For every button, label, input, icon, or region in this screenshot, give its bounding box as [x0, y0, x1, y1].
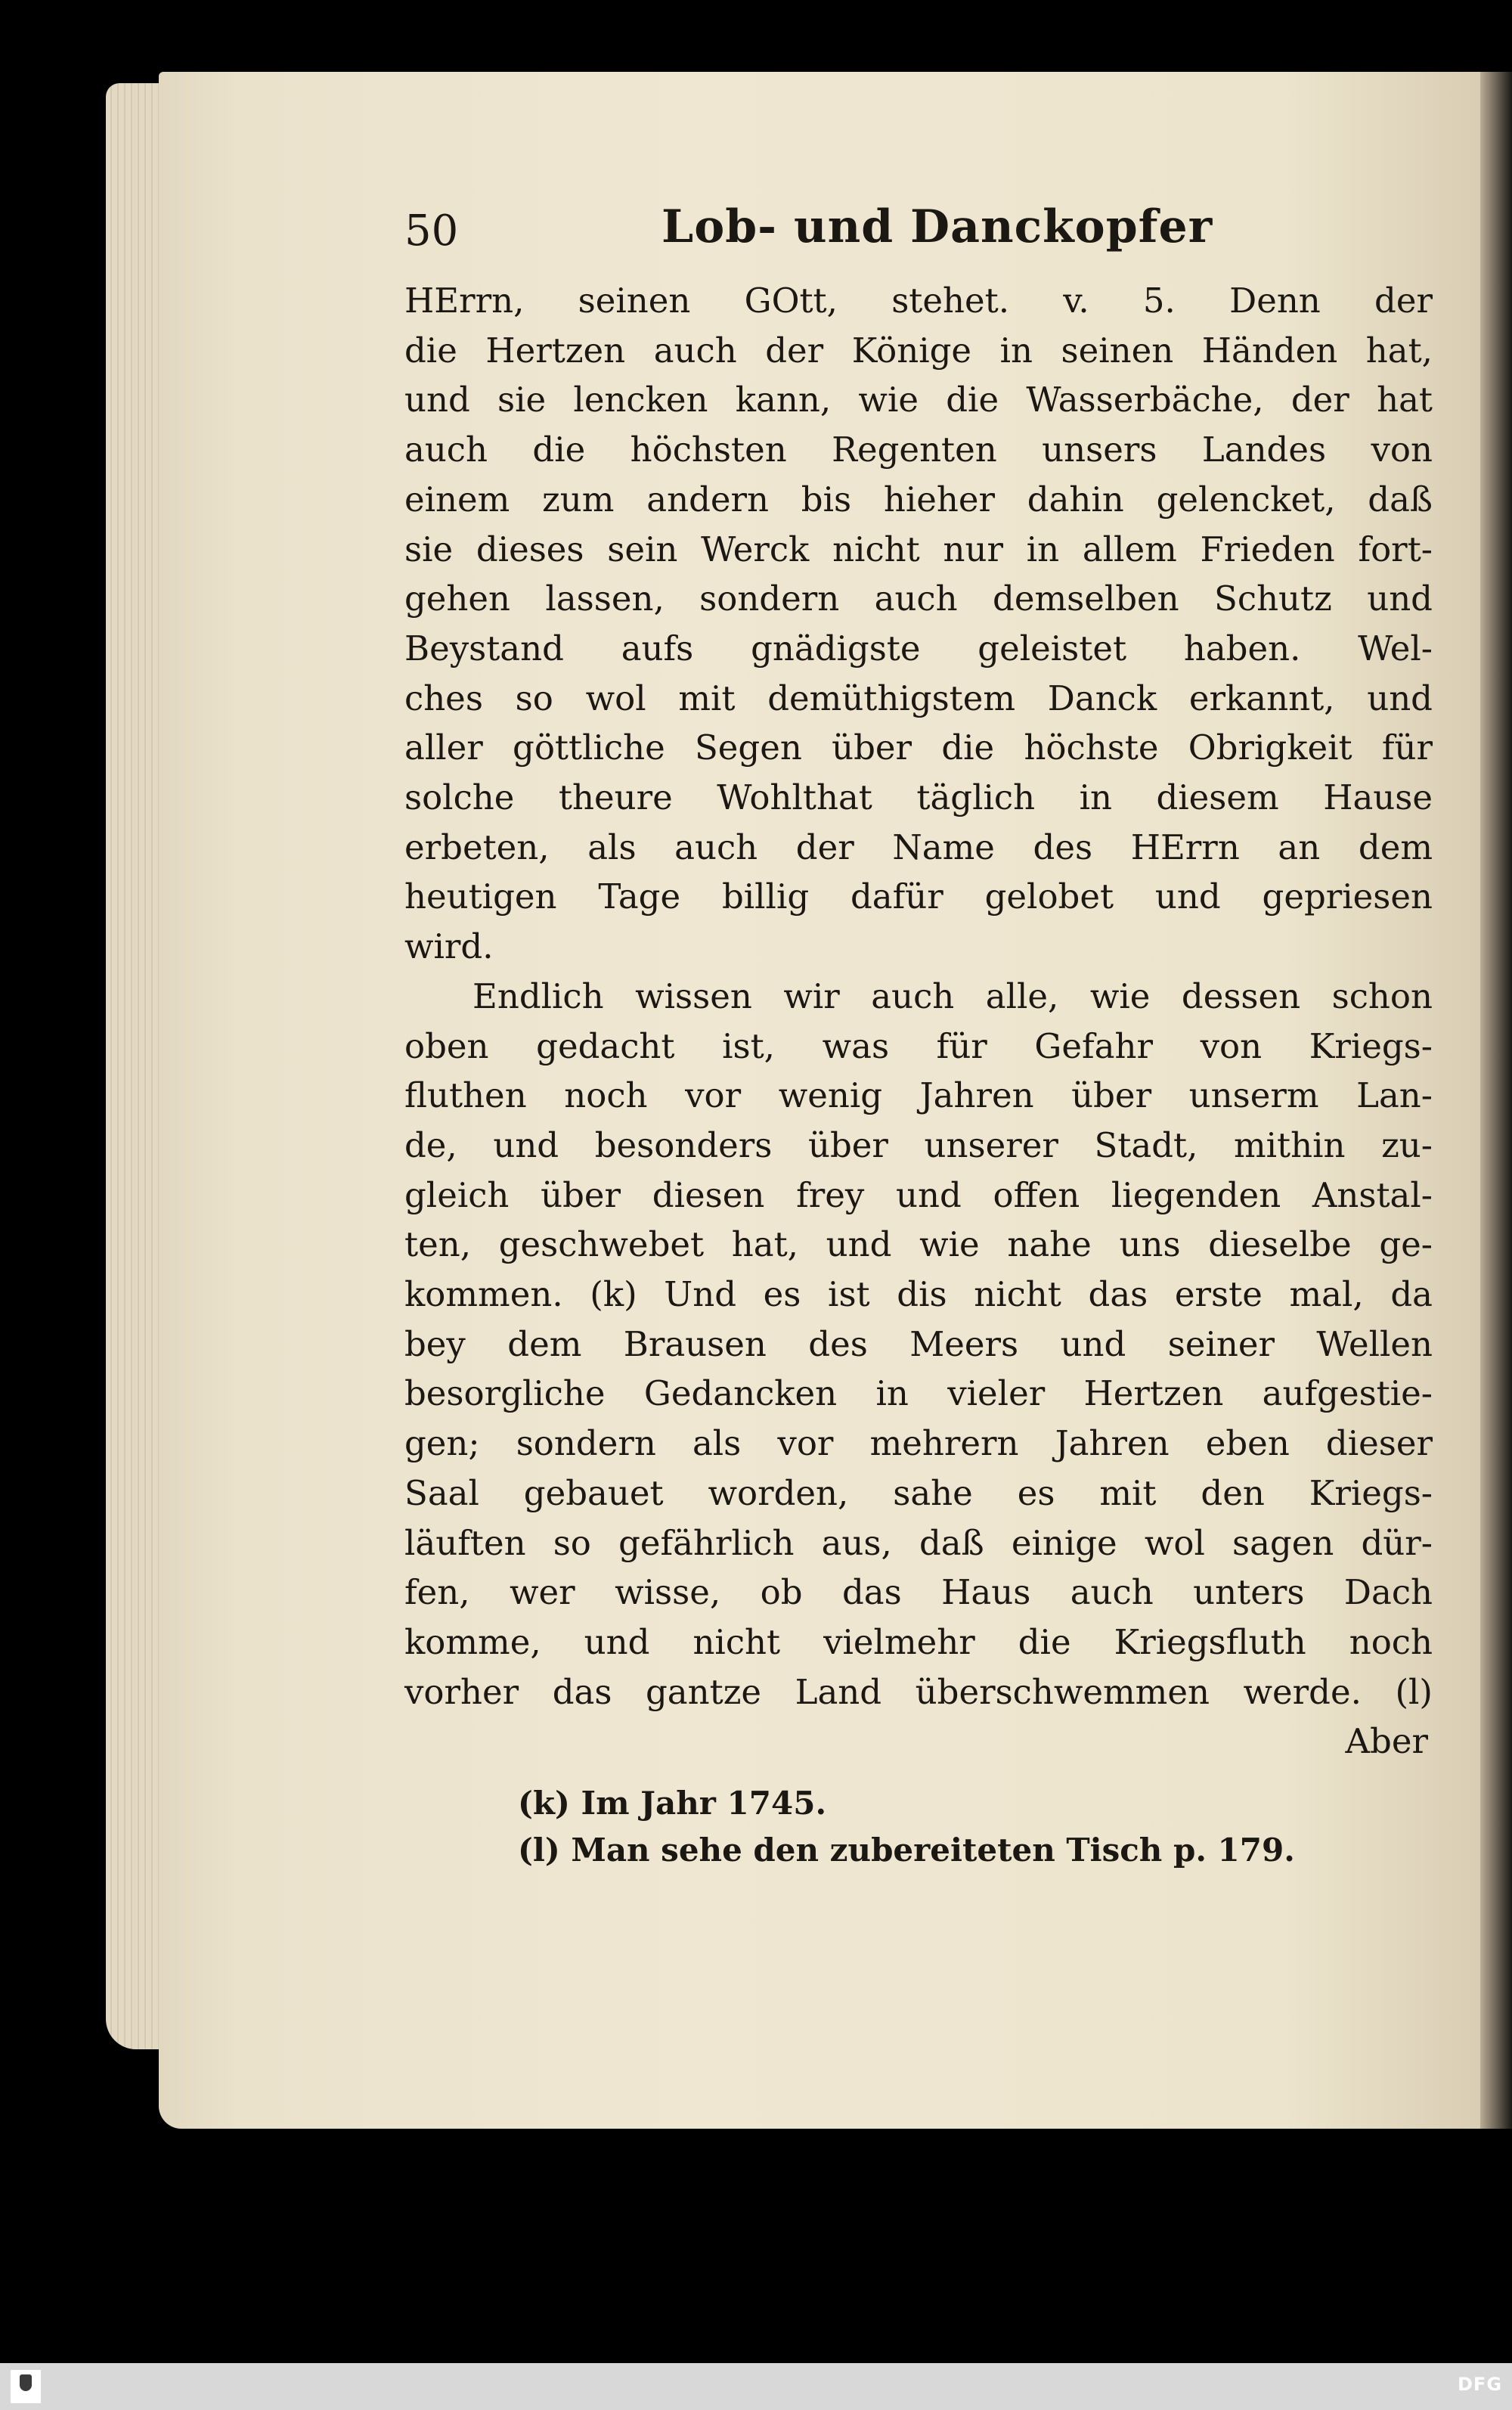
text-line: ten, geschwebet hat, und wie nahe uns dieselbe ge- — [404, 1224, 1433, 1265]
running-head — [404, 193, 1433, 276]
library-logo — [11, 2370, 41, 2403]
text-line: HErrn, seinen GOtt, stehet. v. 5. Denn der — [404, 281, 1433, 321]
footnote-k: (k) Im Jahr 1745. — [518, 1785, 827, 1822]
paragraph-1 — [404, 276, 1433, 972]
page-text-block — [404, 193, 1433, 1874]
page-number: 50 — [404, 206, 459, 256]
text-line: komme, und nicht vielmehr die Kriegsfluth noch — [404, 1621, 1433, 1662]
text-line: Beystand aufs gnädigste geleistet haben. Wel- — [404, 628, 1433, 668]
text-line: auch die höchsten Regenten unsers Landes von — [404, 430, 1433, 470]
text-line: einem zum andern bis hieher dahin gelencket, daß — [404, 479, 1433, 520]
text-line: bey dem Brausen des Meers und seiner Wellen — [404, 1323, 1433, 1364]
text-line: Saal gebauet worden, sahe es mit den Kriegs- — [404, 1472, 1433, 1513]
text-line: fluthen noch vor wenig Jahren über unserm Lan- — [404, 1075, 1433, 1116]
text-line: vorher das gantze Land überschwemmen werde. (l) — [404, 1671, 1433, 1712]
dfg-logo: DFG — [1458, 2374, 1503, 2395]
text-line: besorgliche Gedancken in vieler Hertzen aufgestie- — [404, 1373, 1433, 1414]
text-line: und sie lencken kann, wie die Wasserbäche, der hat — [404, 380, 1433, 420]
book-gutter — [1480, 72, 1512, 2129]
text-line: erbeten, als auch der Name des HErrn an dem — [404, 827, 1433, 867]
text-line: fen, wer wisse, ob das Haus auch unters Dach — [404, 1572, 1433, 1613]
crest-icon — [20, 2374, 32, 2391]
text-line: sie dieses sein Werck nicht nur in allem Frieden fort- — [404, 529, 1433, 569]
footnotes — [404, 1780, 1433, 1874]
text-line: läuften so gefährlich aus, daß einige wol sagen dür- — [404, 1522, 1433, 1563]
text-line: gen; sondern als vor mehrern Jahren eben dieser — [404, 1423, 1433, 1464]
text-line: solche theure Wohlthat täglich in diesem Hause — [404, 777, 1433, 818]
footnote-l: (l) Man sehe den zubereiteten Tisch p. 179. — [518, 1832, 1295, 1869]
text-line: ches so wol mit demüthigstem Danck erkannt, und — [404, 678, 1433, 718]
text-line: gleich über diesen frey und offen liegenden Anstal- — [404, 1174, 1433, 1215]
text-line: wird. — [404, 926, 494, 967]
text-line: die Hertzen auch der Könige in seinen Händen hat, — [404, 330, 1433, 371]
catchword: Aber — [1345, 1721, 1428, 1762]
running-head-title: Lob- und Danckopfer — [662, 200, 1213, 253]
text-line: oben gedacht ist, was für Gefahr von Kriegs- — [404, 1025, 1433, 1066]
text-line: de, und besonders über unserer Stadt, mithin zu- — [404, 1124, 1433, 1165]
text-line: aller göttliche Segen über die höchste Obrigkeit für — [404, 727, 1433, 768]
paragraph-2 — [404, 972, 1433, 1717]
text-line: heutigen Tage billig dafür gelobet und gepriesen — [404, 876, 1433, 917]
text-line: gehen lassen, sondern auch demselben Schutz und — [404, 578, 1433, 619]
text-line: Endlich wissen wir auch alle, wie dessen schon — [472, 975, 1433, 1016]
body-text — [404, 276, 1433, 1766]
viewer-footer-bar — [0, 2363, 1512, 2410]
text-line: kommen. (k) Und es ist dis nicht das erste mal, da — [404, 1274, 1433, 1315]
